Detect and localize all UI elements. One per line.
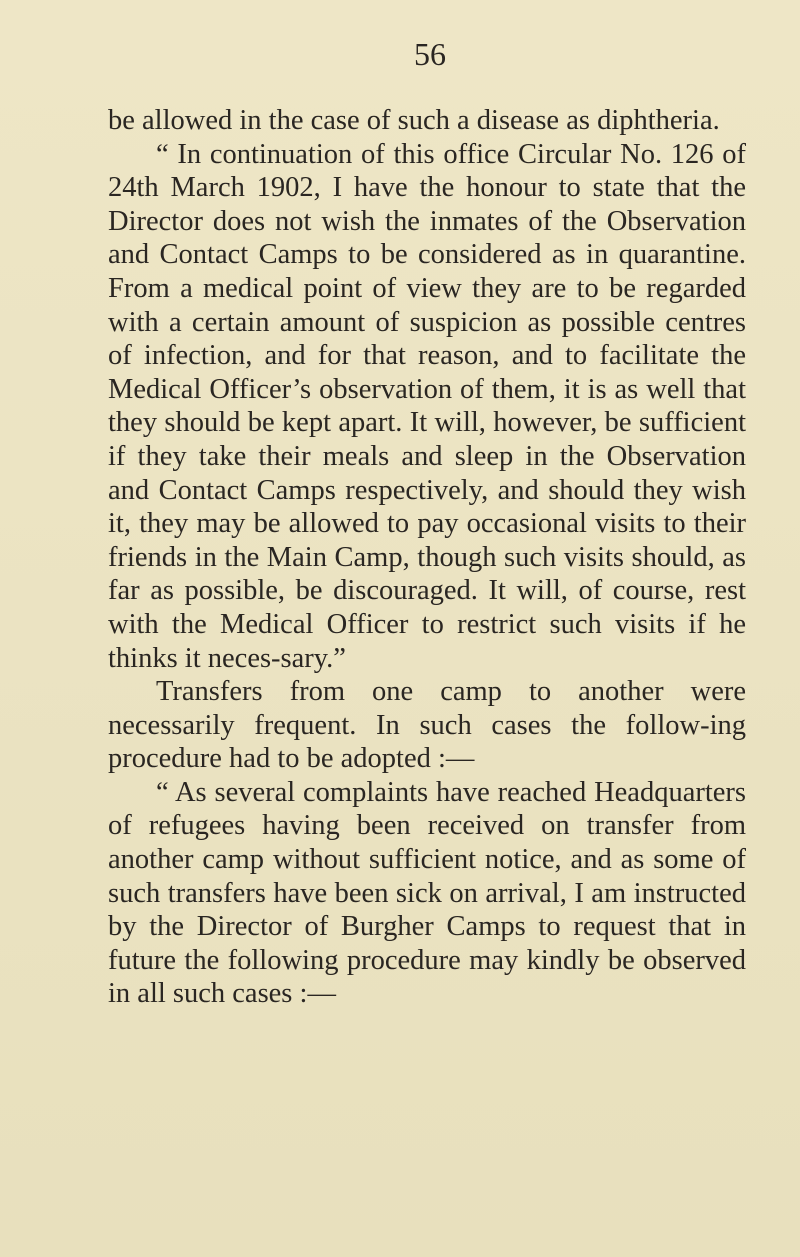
paragraph-2: “ In continuation of this office Circular No. 126 of 24th March 1902, I have the honour to state that the Director does not wish the inmates of the Observation and Contact Camps to be considered as in quarantine. From a medical point of view they are to be regarded with a certain amount of suspicion as possible centres of infection, and for that reason, and to facilitate the Medical Officer’s observation of them, it is as well that they should be kept apart. It will, however, be sufficient if they take their meals and sleep in the Observation and Contact Camps respectively, and should they wish it, they may be allowed to pay occasional visits to their friends in the Main Camp, though such visits should, as far as possible, be discouraged. It will, of course, rest with the Medical Officer to restrict such visits if he thinks it neces-sary.” <box>108 138 746 674</box>
paragraph-1: be allowed in the case of such a disease as diphtheria. <box>108 105 720 136</box>
page-number: 56 <box>414 36 446 72</box>
paragraph-4: “ As several complaints have reached Headquarters of refugees having been received on transfer from another camp without sufficient notice, and as some of such transfers have been sick on arrival, I am instructed by the Director of Burgher Camps to request that in future the following procedure may kindly be observed in all such cases :— <box>108 776 746 1010</box>
paragraph-3: Transfers from one camp to another were necessarily frequent. In such cases the follow-ing procedure had to be adopted :— <box>108 676 746 775</box>
body-text <box>108 104 746 1011</box>
